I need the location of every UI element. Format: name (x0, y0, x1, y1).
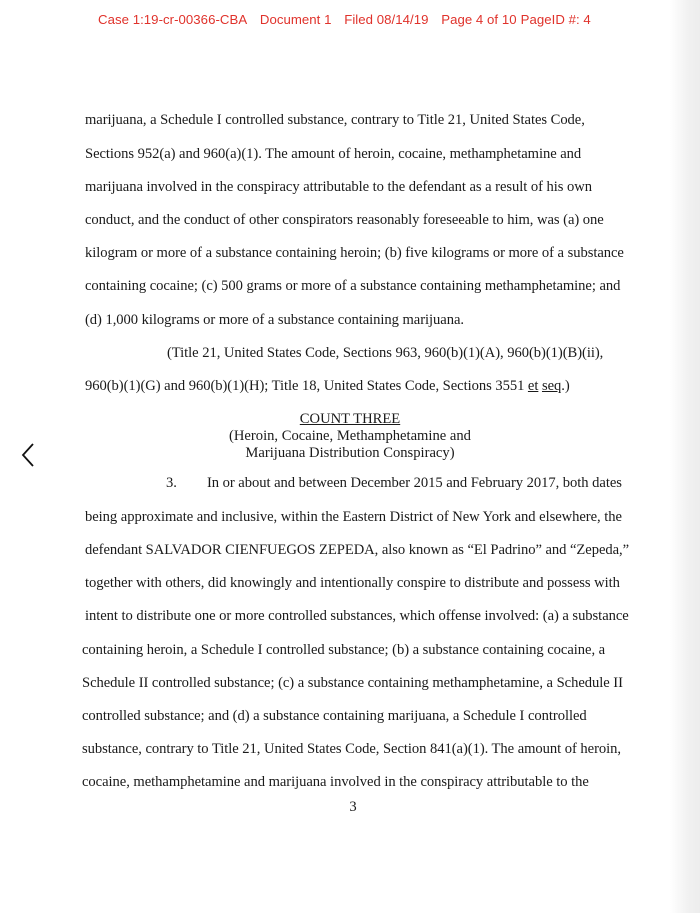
page-number: 3 (349, 799, 357, 815)
citation-et: et (527, 378, 539, 394)
text-line: (d) 1,000 kilograms or more of a substance containing marijuana. (85, 312, 464, 328)
paragraph-number: 3. (166, 475, 177, 491)
citation-line-2 (85, 378, 570, 395)
page-id: PageID #: 4 (520, 12, 591, 27)
text-line: containing heroin, a Schedule I controlled substance; (b) a substance containing cocaine, a (82, 642, 606, 658)
citation-close: .) (561, 378, 570, 394)
text-line: Sections 952(a) and 960(a)(1). The amount of heroin, cocaine, methamphetamine and (85, 146, 582, 162)
page-count: Page 4 of 10 (441, 12, 517, 27)
count-title: COUNT THREE (299, 411, 401, 427)
citation-line-1: (Title 21, United States Code, Sections 963, 960(b)(1)(A), 960(b)(1)(B)(ii), (167, 345, 604, 361)
text-line: cocaine, methamphetamine and marijuana involved in the conspiracy attributable to the (82, 774, 589, 790)
ecf-header-stamp (98, 12, 618, 27)
text-line: containing cocaine; (c) 500 grams or more of a substance containing methamphetamine; and (85, 278, 621, 294)
text-line: being approximate and inclusive, within the Eastern District of New York and elsewhere, the (85, 509, 622, 525)
count-subtitle-1: (Heroin, Cocaine, Methamphetamine and (229, 428, 471, 444)
count-subtitle-2: Marijuana Distribution Conspiracy) (245, 445, 455, 461)
text-line: together with others, did knowingly and intentionally conspire to distribute and possess with (85, 575, 620, 591)
text-line: Schedule II controlled substance; (c) a substance containing methamphetamine, a Schedule II (82, 675, 623, 691)
document-number: Document 1 (259, 12, 332, 27)
text-line: substance, contrary to Title 21, United States Code, Section 841(a)(1). The amount of heroin, (82, 741, 622, 757)
text-line: conduct, and the conduct of other conspirators reasonably foreseeable to him, was (a) one (85, 212, 604, 228)
filed-date: Filed 08/14/19 (344, 12, 429, 27)
citation-text: 960(b)(1)(G) and 960(b)(1)(H); Title 18, United States Code, Sections 3551 (85, 378, 528, 394)
text-line: controlled substance; and (d) a substance containing marijuana, a Schedule I controlled (82, 708, 587, 724)
text-line: marijuana involved in the conspiracy attributable to the defendant as a result of his own (85, 179, 592, 195)
text-line: kilogram or more of a substance containing heroin; (b) five kilograms or more of a substance (85, 245, 624, 261)
text-line: intent to distribute one or more controlled substances, which offense involved: (a) a substance (85, 608, 629, 624)
case-number: Case 1:19-cr-00366-CBA (98, 12, 248, 27)
text-line: defendant SALVADOR CIENFUEGOS ZEPEDA, also known as “El Padrino” and “Zepeda,” (85, 542, 630, 558)
citation-seq: seq (541, 378, 562, 394)
text-line: marijuana, a Schedule I controlled substance, contrary to Title 21, United States Code, (85, 112, 585, 128)
text-line: In or about and between December 2015 and February 2017, both dates (207, 475, 622, 491)
